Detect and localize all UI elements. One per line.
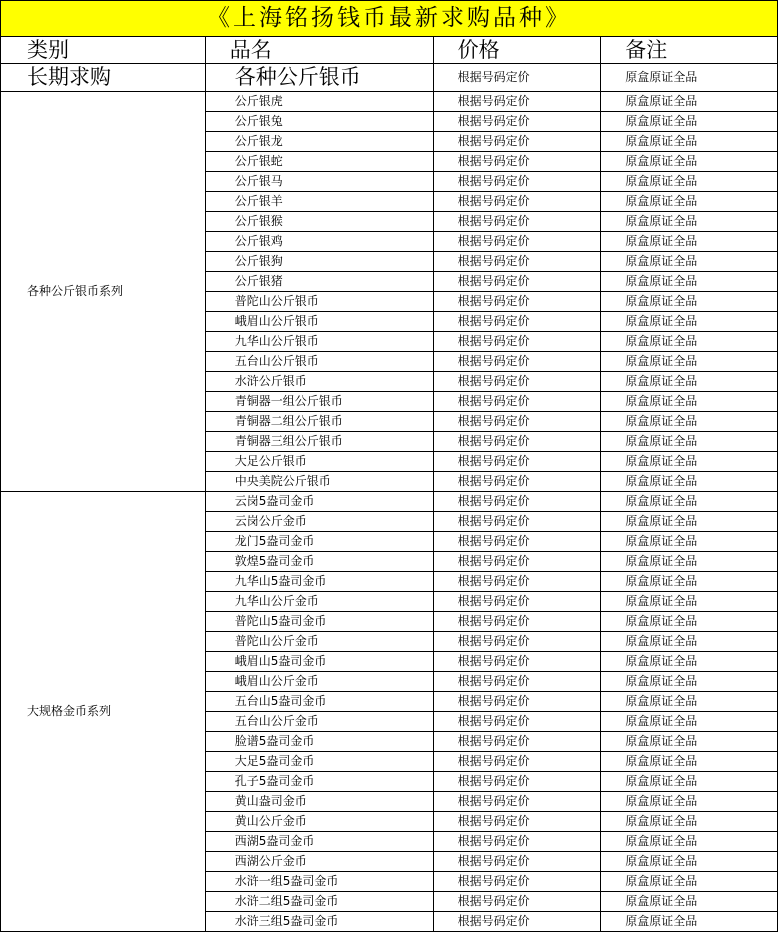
long-term-name: 各种公斤银币 [205,64,433,92]
item-name: 青铜器三组公斤银币 [205,432,433,452]
item-price: 根据号码定价 [433,892,601,912]
item-price: 根据号码定价 [433,752,601,772]
page-title: 《上海铭扬钱币最新求购品种》 [0,0,778,36]
item-price: 根据号码定价 [433,92,601,112]
item-name: 水浒三组5盎司金币 [205,912,433,932]
item-name: 公斤银蛇 [205,152,433,172]
item-note: 原盒原证全品 [601,812,778,832]
item-note: 原盒原证全品 [601,352,778,372]
item-price: 根据号码定价 [433,452,601,472]
item-name: 五台山公斤金币 [205,712,433,732]
item-name: 青铜器二组公斤银币 [205,412,433,432]
item-name: 五台山5盎司金币 [205,692,433,712]
item-price: 根据号码定价 [433,772,601,792]
table-row [1,492,778,512]
item-price: 根据号码定价 [433,392,601,412]
item-note: 原盒原证全品 [601,552,778,572]
item-note: 原盒原证全品 [601,212,778,232]
item-name: 敦煌5盎司金币 [205,552,433,572]
long-term-price: 根据号码定价 [433,64,601,92]
category-cell: 各种公斤银币系列 [1,92,206,492]
item-note: 原盒原证全品 [601,832,778,852]
item-price: 根据号码定价 [433,592,601,612]
item-note: 原盒原证全品 [601,652,778,672]
item-price: 根据号码定价 [433,672,601,692]
item-price: 根据号码定价 [433,152,601,172]
category-cell: 大规格金币系列 [1,492,206,932]
item-price: 根据号码定价 [433,472,601,492]
item-name: 公斤银龙 [205,132,433,152]
item-note: 原盒原证全品 [601,232,778,252]
item-price: 根据号码定价 [433,552,601,572]
item-note: 原盒原证全品 [601,492,778,512]
item-price: 根据号码定价 [433,852,601,872]
header-row [1,37,778,64]
item-name: 云岗5盎司金币 [205,492,433,512]
item-note: 原盒原证全品 [601,612,778,632]
item-name: 九华山5盎司金币 [205,572,433,592]
item-price: 根据号码定价 [433,532,601,552]
item-price: 根据号码定价 [433,692,601,712]
item-price: 根据号码定价 [433,712,601,732]
item-price: 根据号码定价 [433,232,601,252]
purchase-list-table [0,36,778,932]
item-price: 根据号码定价 [433,352,601,372]
item-note: 原盒原证全品 [601,172,778,192]
item-note: 原盒原证全品 [601,452,778,472]
long-term-row [1,64,778,92]
item-note: 原盒原证全品 [601,672,778,692]
item-price: 根据号码定价 [433,212,601,232]
item-name: 大足公斤银币 [205,452,433,472]
item-note: 原盒原证全品 [601,512,778,532]
item-note: 原盒原证全品 [601,472,778,492]
item-note: 原盒原证全品 [601,192,778,212]
item-note: 原盒原证全品 [601,532,778,552]
item-price: 根据号码定价 [433,612,601,632]
item-price: 根据号码定价 [433,912,601,932]
item-note: 原盒原证全品 [601,332,778,352]
item-price: 根据号码定价 [433,632,601,652]
item-name: 黄山公斤金币 [205,812,433,832]
item-note: 原盒原证全品 [601,792,778,812]
item-name: 龙门5盎司金币 [205,532,433,552]
item-note: 原盒原证全品 [601,312,778,332]
item-note: 原盒原证全品 [601,692,778,712]
item-note: 原盒原证全品 [601,872,778,892]
item-name: 孔子5盎司金币 [205,772,433,792]
item-note: 原盒原证全品 [601,772,778,792]
item-name: 西湖公斤金币 [205,852,433,872]
item-price: 根据号码定价 [433,292,601,312]
item-price: 根据号码定价 [433,812,601,832]
item-name: 公斤银猪 [205,272,433,292]
header-category: 类别 [1,37,206,64]
item-price: 根据号码定价 [433,312,601,332]
item-note: 原盒原证全品 [601,92,778,112]
item-note: 原盒原证全品 [601,372,778,392]
item-price: 根据号码定价 [433,412,601,432]
item-price: 根据号码定价 [433,572,601,592]
item-name: 公斤银兔 [205,112,433,132]
item-price: 根据号码定价 [433,192,601,212]
item-name: 公斤银猴 [205,212,433,232]
item-name: 五台山公斤银币 [205,352,433,372]
item-price: 根据号码定价 [433,332,601,352]
item-name: 黄山盎司金币 [205,792,433,812]
item-note: 原盒原证全品 [601,112,778,132]
item-note: 原盒原证全品 [601,252,778,272]
item-note: 原盒原证全品 [601,152,778,172]
item-name: 九华山公斤银币 [205,332,433,352]
header-name: 品名 [205,37,433,64]
item-name: 中央美院公斤银币 [205,472,433,492]
item-name: 水浒二组5盎司金币 [205,892,433,912]
item-name: 云岗公斤金币 [205,512,433,532]
item-name: 峨眉山5盎司金币 [205,652,433,672]
item-name: 脸谱5盎司金币 [205,732,433,752]
item-name: 九华山公斤金币 [205,592,433,612]
header-price: 价格 [433,37,601,64]
item-note: 原盒原证全品 [601,852,778,872]
item-price: 根据号码定价 [433,112,601,132]
item-note: 原盒原证全品 [601,892,778,912]
table-body [1,37,778,932]
item-name: 大足5盎司金币 [205,752,433,772]
item-name: 公斤银羊 [205,192,433,212]
item-note: 原盒原证全品 [601,912,778,932]
item-price: 根据号码定价 [433,732,601,752]
header-note: 备注 [601,37,778,64]
item-note: 原盒原证全品 [601,712,778,732]
item-note: 原盒原证全品 [601,572,778,592]
item-note: 原盒原证全品 [601,392,778,412]
item-note: 原盒原证全品 [601,732,778,752]
item-note: 原盒原证全品 [601,432,778,452]
item-price: 根据号码定价 [433,172,601,192]
long-term-category: 长期求购 [1,64,206,92]
item-price: 根据号码定价 [433,492,601,512]
item-price: 根据号码定价 [433,792,601,812]
item-price: 根据号码定价 [433,832,601,852]
item-price: 根据号码定价 [433,372,601,392]
item-price: 根据号码定价 [433,652,601,672]
item-name: 公斤银鸡 [205,232,433,252]
item-name: 峨眉山公斤金币 [205,672,433,692]
item-note: 原盒原证全品 [601,592,778,612]
item-name: 水浒公斤银币 [205,372,433,392]
item-name: 普陀山公斤银币 [205,292,433,312]
item-note: 原盒原证全品 [601,412,778,432]
item-price: 根据号码定价 [433,272,601,292]
item-name: 普陀山公斤金币 [205,632,433,652]
item-price: 根据号码定价 [433,512,601,532]
item-note: 原盒原证全品 [601,292,778,312]
item-name: 公斤银马 [205,172,433,192]
item-name: 公斤银狗 [205,252,433,272]
item-note: 原盒原证全品 [601,132,778,152]
item-price: 根据号码定价 [433,432,601,452]
long-term-note: 原盒原证全品 [601,64,778,92]
item-name: 普陀山5盎司金币 [205,612,433,632]
item-name: 水浒一组5盎司金币 [205,872,433,892]
table-row [1,92,778,112]
item-name: 西湖5盎司金币 [205,832,433,852]
item-note: 原盒原证全品 [601,632,778,652]
item-name: 青铜器一组公斤银币 [205,392,433,412]
item-price: 根据号码定价 [433,252,601,272]
item-name: 峨眉山公斤银币 [205,312,433,332]
item-price: 根据号码定价 [433,132,601,152]
item-name: 公斤银虎 [205,92,433,112]
item-note: 原盒原证全品 [601,752,778,772]
item-note: 原盒原证全品 [601,272,778,292]
item-price: 根据号码定价 [433,872,601,892]
